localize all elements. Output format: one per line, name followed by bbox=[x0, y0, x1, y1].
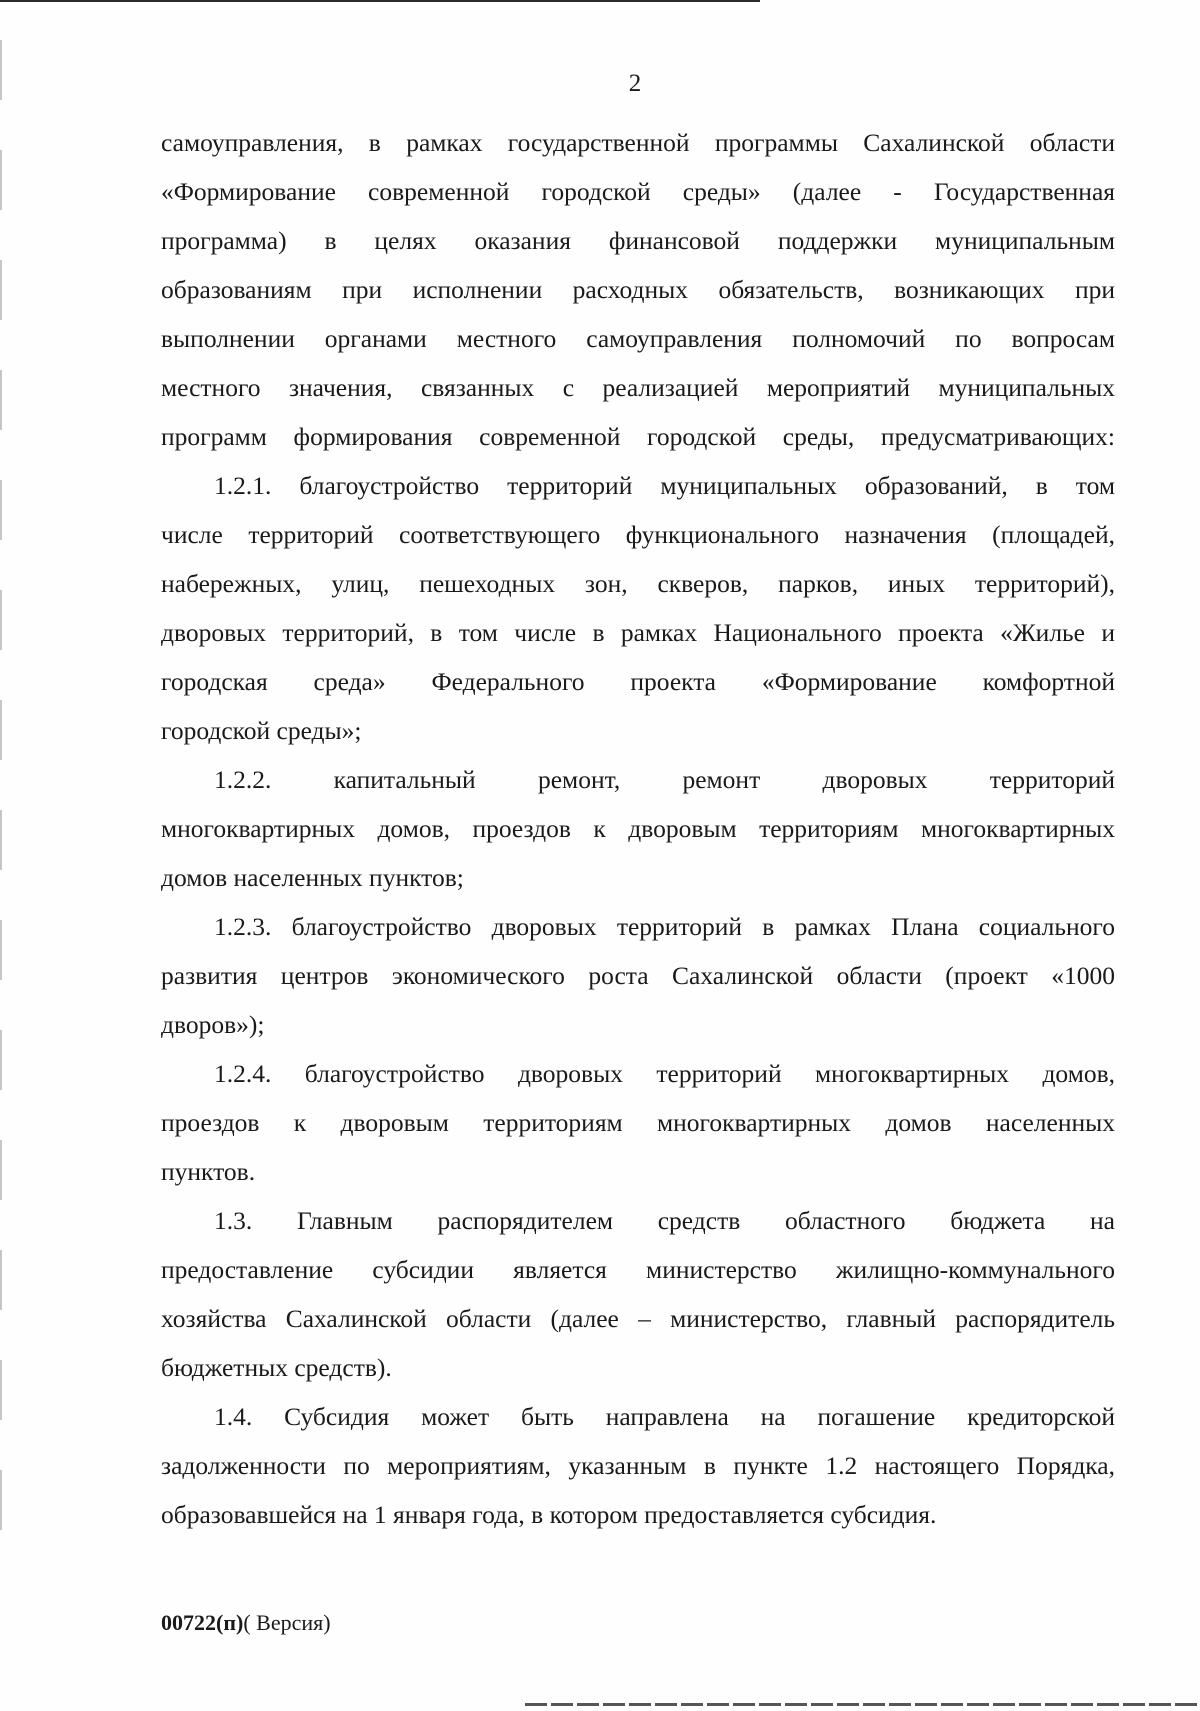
text-line: программ формирования современной городской среды, предусматривающих: bbox=[161, 422, 1115, 451]
text-line: образованиям при исполнении расходных обязательств, возникающих при bbox=[161, 275, 1115, 304]
text-line: городская среда» Федерального проекта «Формирование комфортной bbox=[161, 667, 1115, 696]
scan-edge-left bbox=[0, 40, 2, 1540]
text-line: предоставление субсидии является министерство жилищно-коммунального bbox=[161, 1255, 1115, 1284]
text-line: 1.4. Субсидия может быть направлена на погашение кредиторской bbox=[214, 1402, 1115, 1431]
text-line: образовавшейся на 1 января года, в котором предоставляется субсидия. bbox=[161, 1500, 937, 1529]
text-line: пунктов. bbox=[161, 1157, 256, 1186]
text-line: дворовых территорий, в том числе в рамках Национального проекта «Жилье и bbox=[161, 618, 1115, 647]
text-line: проездов к дворовым территориям многоквартирных домов населенных bbox=[161, 1108, 1115, 1137]
text-line: 1.2.1. благоустройство территорий муниципальных образований, в том bbox=[214, 471, 1115, 500]
footer-version: ( Версия) bbox=[243, 1610, 331, 1635]
scan-edge-top bbox=[0, 0, 760, 2]
text-line: задолженности по мероприятиям, указанным в пункте 1.2 настоящего Порядка, bbox=[161, 1451, 1115, 1480]
text-line: бюджетных средств). bbox=[161, 1353, 392, 1382]
text-line: набережных, улиц, пешеходных зон, скверов, парков, иных территорий), bbox=[161, 569, 1115, 598]
text-line: домов населенных пунктов; bbox=[161, 863, 464, 892]
text-line: дворов»); bbox=[161, 1010, 265, 1039]
text-line: развития центров экономического роста Сахалинской области (проект «1000 bbox=[161, 961, 1115, 990]
text-line: хозяйства Сахалинской области (далее – министерство, главный распорядитель bbox=[161, 1304, 1115, 1333]
text-line: выполнении органами местного самоуправления полномочий по вопросам bbox=[161, 324, 1115, 353]
text-line: многоквартирных домов, проездов к дворовым территориям многоквартирных bbox=[161, 814, 1115, 843]
text-line: «Формирование современной городской среды» (далее - Государственная bbox=[161, 177, 1115, 206]
text-line: числе территорий соответствующего функционального назначения (площадей, bbox=[161, 520, 1115, 549]
footer-document-code bbox=[161, 1610, 331, 1636]
scan-edge-bottom bbox=[525, 1703, 1200, 1706]
page-number: 2 bbox=[628, 70, 642, 97]
text-line: 1.2.3. благоустройство дворовых территорий в рамках Плана социального bbox=[214, 912, 1115, 941]
text-line: программа) в целях оказания финансовой поддержки муниципальным bbox=[161, 226, 1115, 255]
footer-code: 00722(п) bbox=[161, 1610, 244, 1635]
text-line: местного значения, связанных с реализацией мероприятий муниципальных bbox=[161, 373, 1115, 402]
text-line: 1.2.4. благоустройство дворовых территорий многоквартирных домов, bbox=[214, 1059, 1115, 1088]
document-body bbox=[161, 118, 1115, 1539]
text-line: городской среды»; bbox=[161, 716, 362, 745]
text-line: 1.2.2. капитальный ремонт, ремонт дворовых территорий bbox=[214, 765, 1115, 794]
text-line: 1.3. Главным распорядителем средств областного бюджета на bbox=[214, 1206, 1115, 1235]
text-line: самоуправления, в рамках государственной программы Сахалинской области bbox=[161, 128, 1115, 157]
